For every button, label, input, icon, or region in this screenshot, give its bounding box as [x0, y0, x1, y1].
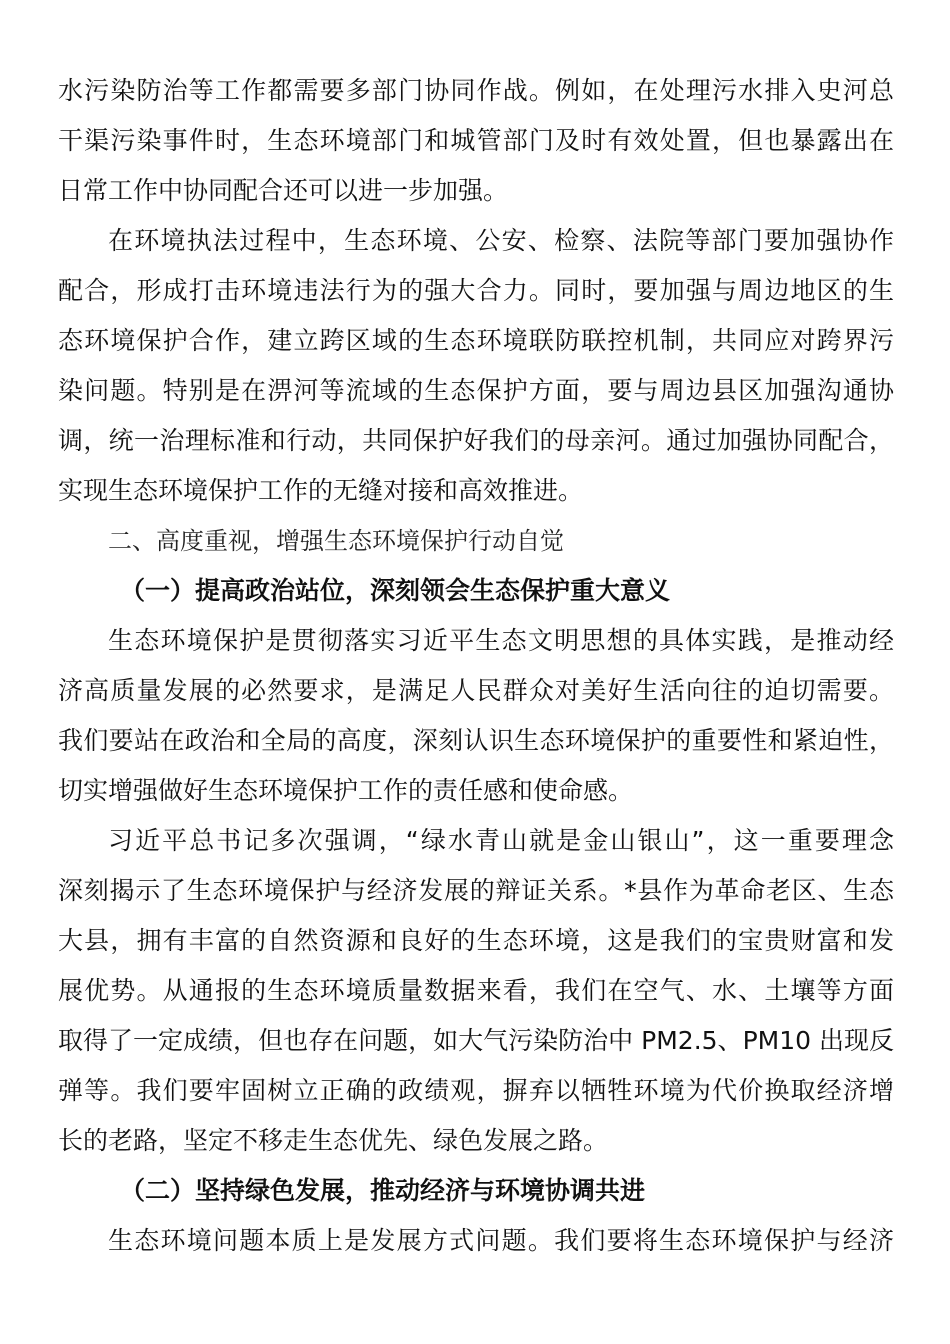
text-line: 日常工作中协同配合还可以进一步加强。 [58, 176, 509, 205]
heading-text: 二、高度重视，增强生态环境保护行动自觉 [108, 527, 564, 555]
subsection-heading [58, 1166, 894, 1216]
document-page [58, 66, 894, 1266]
text-line: 在环境执法过程中，生态环境、公安、检察、法院等部门要加强协作 [108, 226, 894, 255]
paragraph [58, 816, 894, 1166]
text-line: 弹等。我们要牢固树立正确的政绩观，摒弃以牺牲环境为代价换取经济增 [58, 1076, 894, 1105]
text-line: 生态环境问题本质上是发展方式问题。我们要将生态环境保护与经济 [108, 1226, 894, 1255]
section-heading [58, 516, 894, 566]
text-line: 习近平总书记多次强调，“绿水青山就是金山银山”，这一重要理念 [108, 826, 894, 855]
text-line: 我们要站在政治和全局的高度，深刻认识生态环境保护的重要性和紧迫性， [58, 726, 894, 755]
paragraph [58, 66, 894, 216]
text-line: 取得了一定成绩，但也存在问题，如大气污染防治中 PM2.5、PM10 出现反 [58, 1026, 894, 1055]
text-line: 切实增强做好生态环境保护工作的责任感和使命感。 [58, 776, 634, 805]
text-line: 配合，形成打击环境违法行为的强大合力。同时，要加强与周边地区的生 [58, 276, 894, 305]
text-line: 干渠污染事件时，生态环境部门和城管部门及时有效处置，但也暴露出在 [58, 126, 894, 155]
text-line: 长的老路，坚定不移走生态优先、绿色发展之路。 [58, 1126, 609, 1155]
text-line: 大县，拥有丰富的自然资源和良好的生态环境，这是我们的宝贵财富和发 [58, 926, 894, 955]
text-line: 实现生态环境保护工作的无缝对接和高效推进。 [58, 476, 584, 505]
text-line: 染问题。特别是在淠河等流域的生态保护方面，要与周边县区加强沟通协 [58, 376, 894, 405]
text-line: 调，统一治理标准和行动，共同保护好我们的母亲河。通过加强协同配合， [58, 426, 894, 455]
paragraph [58, 1216, 894, 1266]
text-line: 深刻揭示了生态环境保护与经济发展的辩证关系。*县作为革命老区、生态 [58, 876, 894, 905]
paragraph [58, 616, 894, 816]
text-line: 水污染防治等工作都需要多部门协同作战。例如，在处理污水排入史河总 [58, 76, 894, 105]
text-line: 济高质量发展的必然要求，是满足人民群众对美好生活向往的迫切需要。 [58, 676, 894, 705]
subheading-text: （二）坚持绿色发展，推动经济与环境协调共进 [120, 1176, 646, 1205]
text-line: 态环境保护合作，建立跨区域的生态环境联防联控机制，共同应对跨界污 [58, 326, 894, 355]
paragraph [58, 216, 894, 516]
text-line: 展优势。从通报的生态环境质量数据来看，我们在空气、水、土壤等方面 [58, 976, 894, 1005]
subsection-heading [58, 566, 894, 616]
text-line: 生态环境保护是贯彻落实习近平生态文明思想的具体实践，是推动经 [108, 626, 894, 655]
subheading-text: （一）提高政治站位，深刻领会生态保护重大意义 [120, 576, 671, 605]
